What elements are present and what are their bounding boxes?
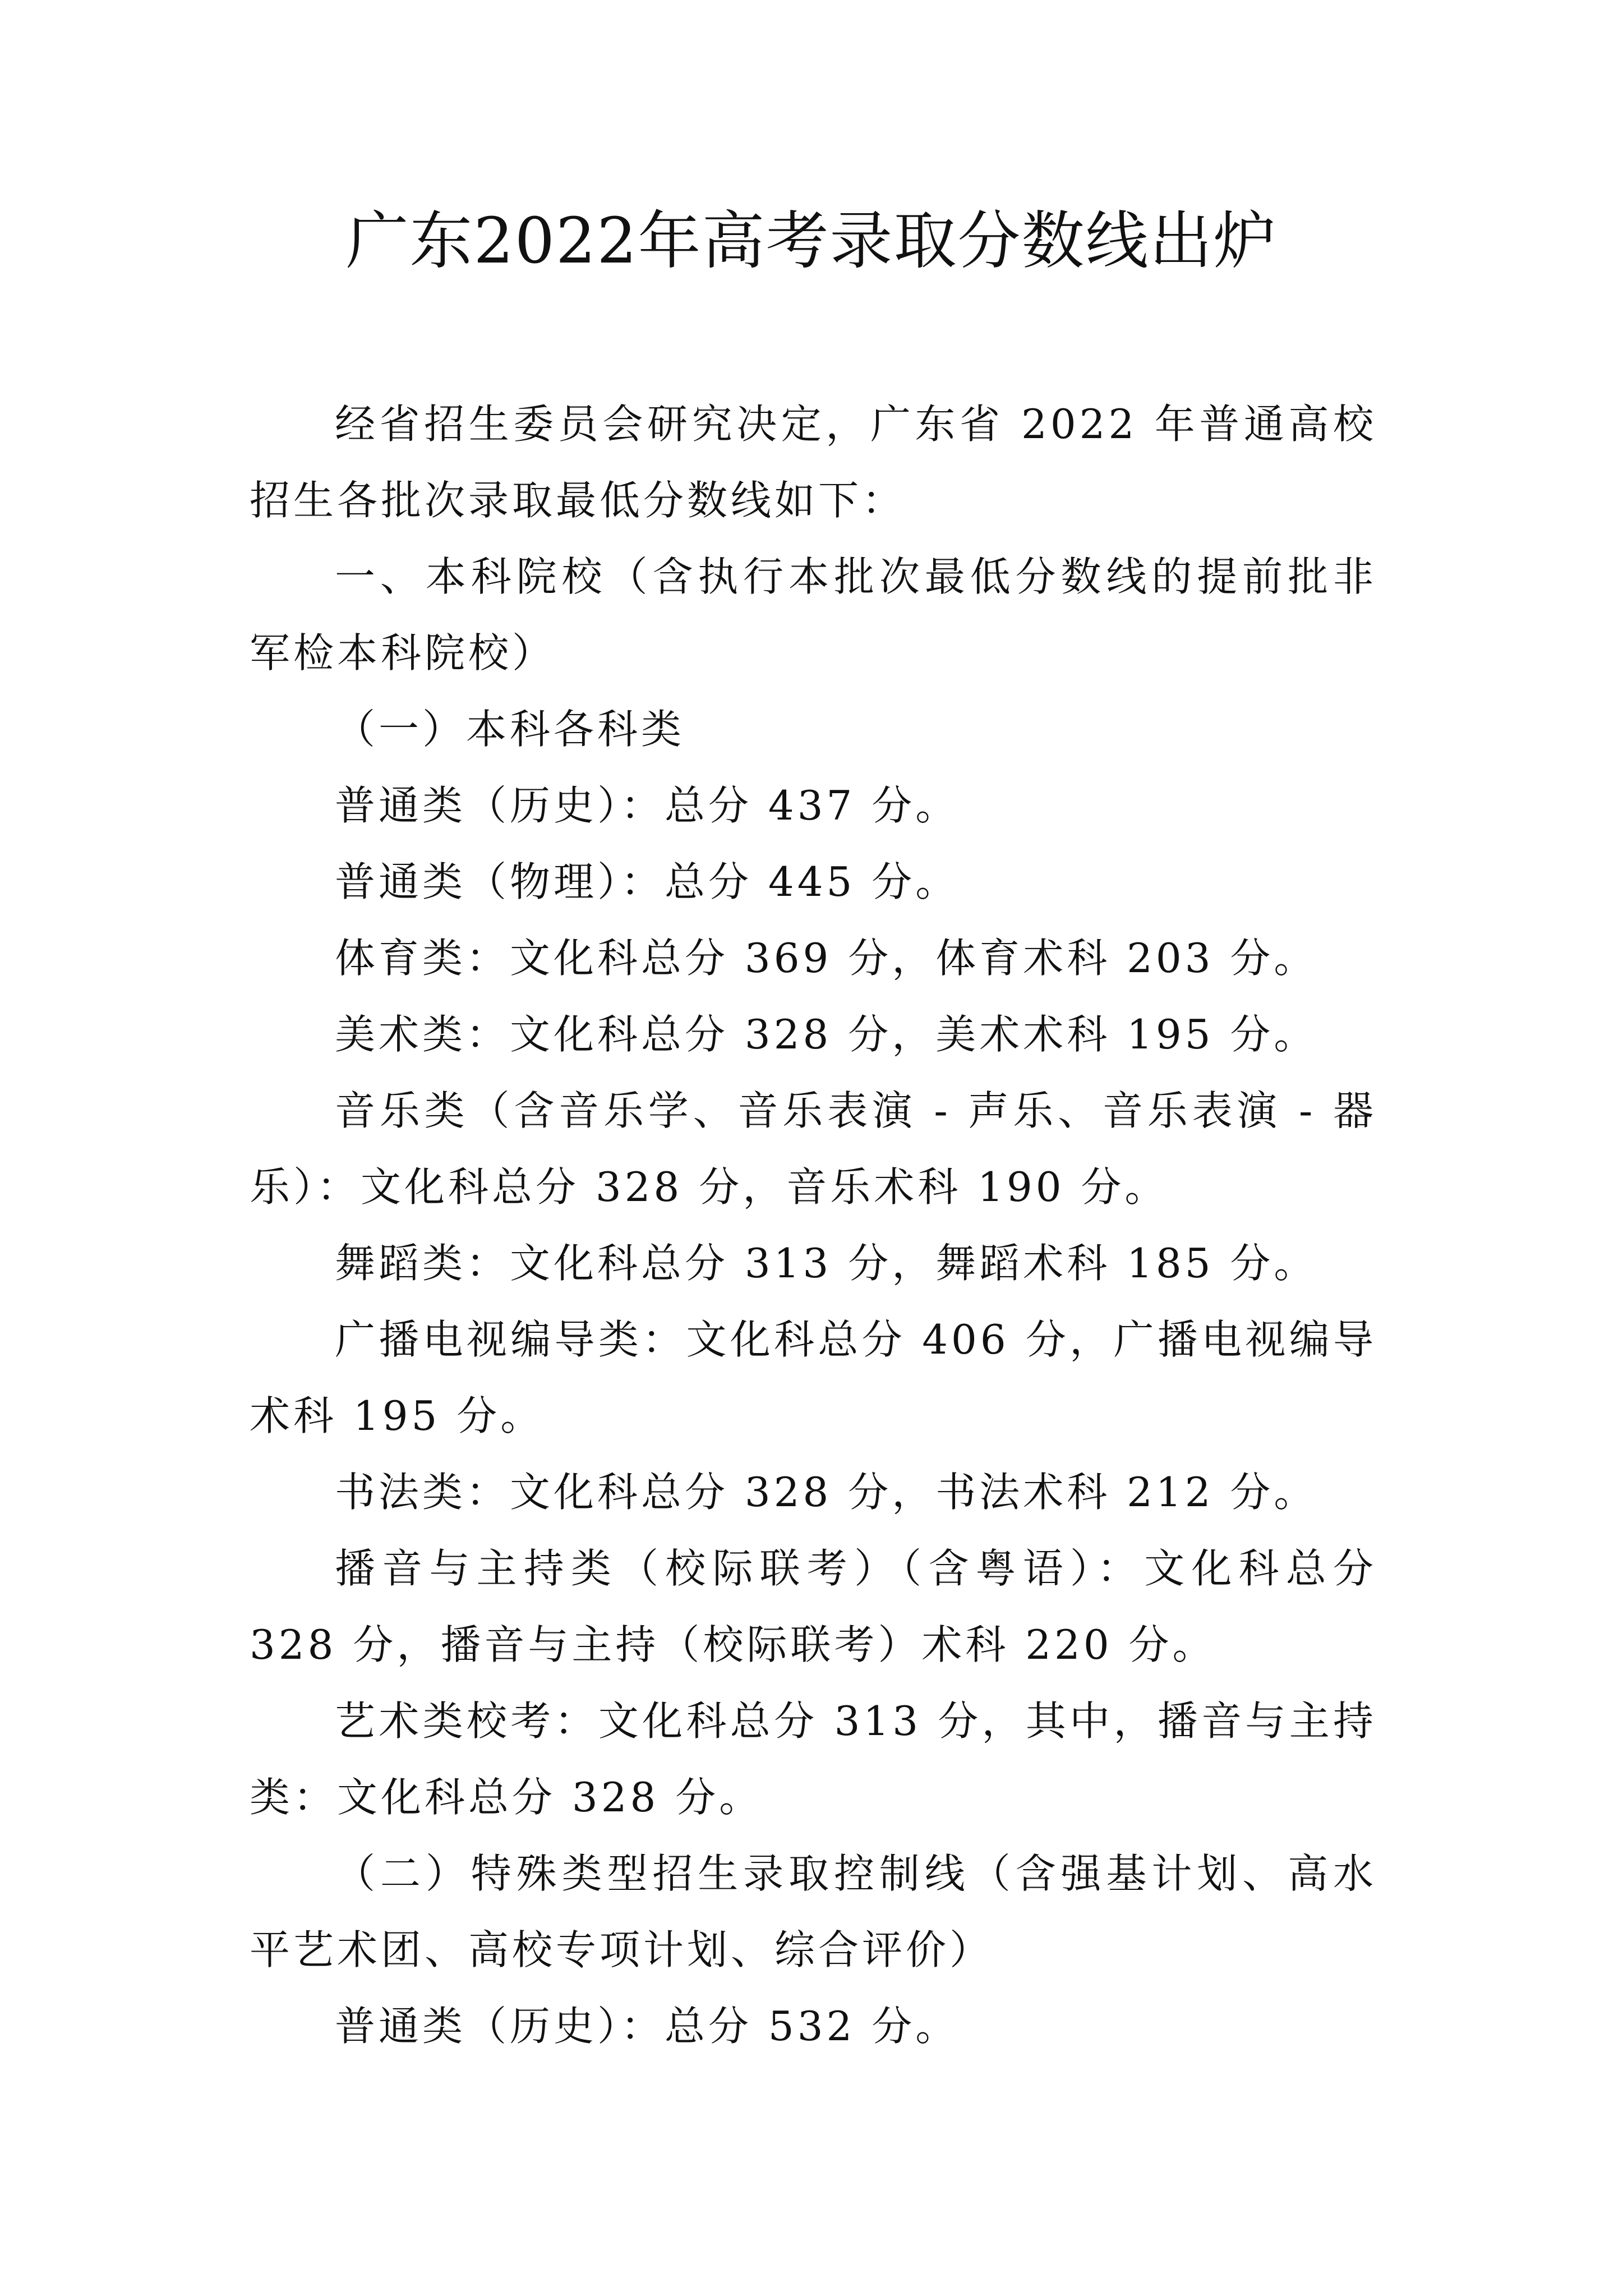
score-line-physics: 普通类（物理）：总分 445 分。 — [335, 858, 960, 905]
score-line-calligraphy: 书法类：文化科总分 328 分，书法术科 212 分。 — [335, 1469, 1318, 1516]
paragraph-intro: 经省招生委员会研究决定，广东省 2022 年普通高校招生各批次录取最低分数线如下： — [250, 401, 1377, 524]
score-line-broadcast-directing: 广播电视编导类：文化科总分 406 分，广播电视编导术科 195 分。 — [250, 1316, 1377, 1439]
score-line-fine-arts: 美术类：文化科总分 328 分，美术术科 195 分。 — [335, 1011, 1318, 1058]
score-line-history: 普通类（历史）：总分 437 分。 — [335, 782, 960, 829]
score-line-dance: 舞蹈类：文化科总分 313 分，舞蹈术科 185 分。 — [335, 1240, 1318, 1287]
document-body — [250, 386, 1377, 2064]
subsection-heading-special-admission: （二）特殊类型招生录取控制线（含强基计划、高水平艺术团、高校专项计划、综合评价） — [250, 1850, 1377, 1973]
score-line-broadcasting-hosting: 播音与主持类（校际联考）（含粤语）：文化科总分 328 分，播音与主持（校际联考）术科 220 分。 — [250, 1545, 1377, 1668]
score-line-music: 音乐类（含音乐学、音乐表演 - 声乐、音乐表演 - 器乐）：文化科总分 328 分，音乐术科 190 分。 — [250, 1087, 1377, 1211]
section-heading-undergraduate: 一、本科院校（含执行本批次最低分数线的提前批非军检本科院校） — [250, 553, 1377, 677]
subsection-heading-categories: （一）本科各科类 — [335, 706, 685, 753]
score-line-sports: 体育类：文化科总分 369 分，体育术科 203 分。 — [335, 935, 1318, 982]
document-title: 广东2022年高考录取分数线出炉 — [345, 205, 1278, 278]
score-line-art-school-exam: 艺术类校考：文化科总分 313 分，其中，播音与主持类：文化科总分 328 分。 — [250, 1697, 1377, 1821]
score-line-special-history: 普通类（历史）：总分 532 分。 — [335, 2003, 960, 2050]
